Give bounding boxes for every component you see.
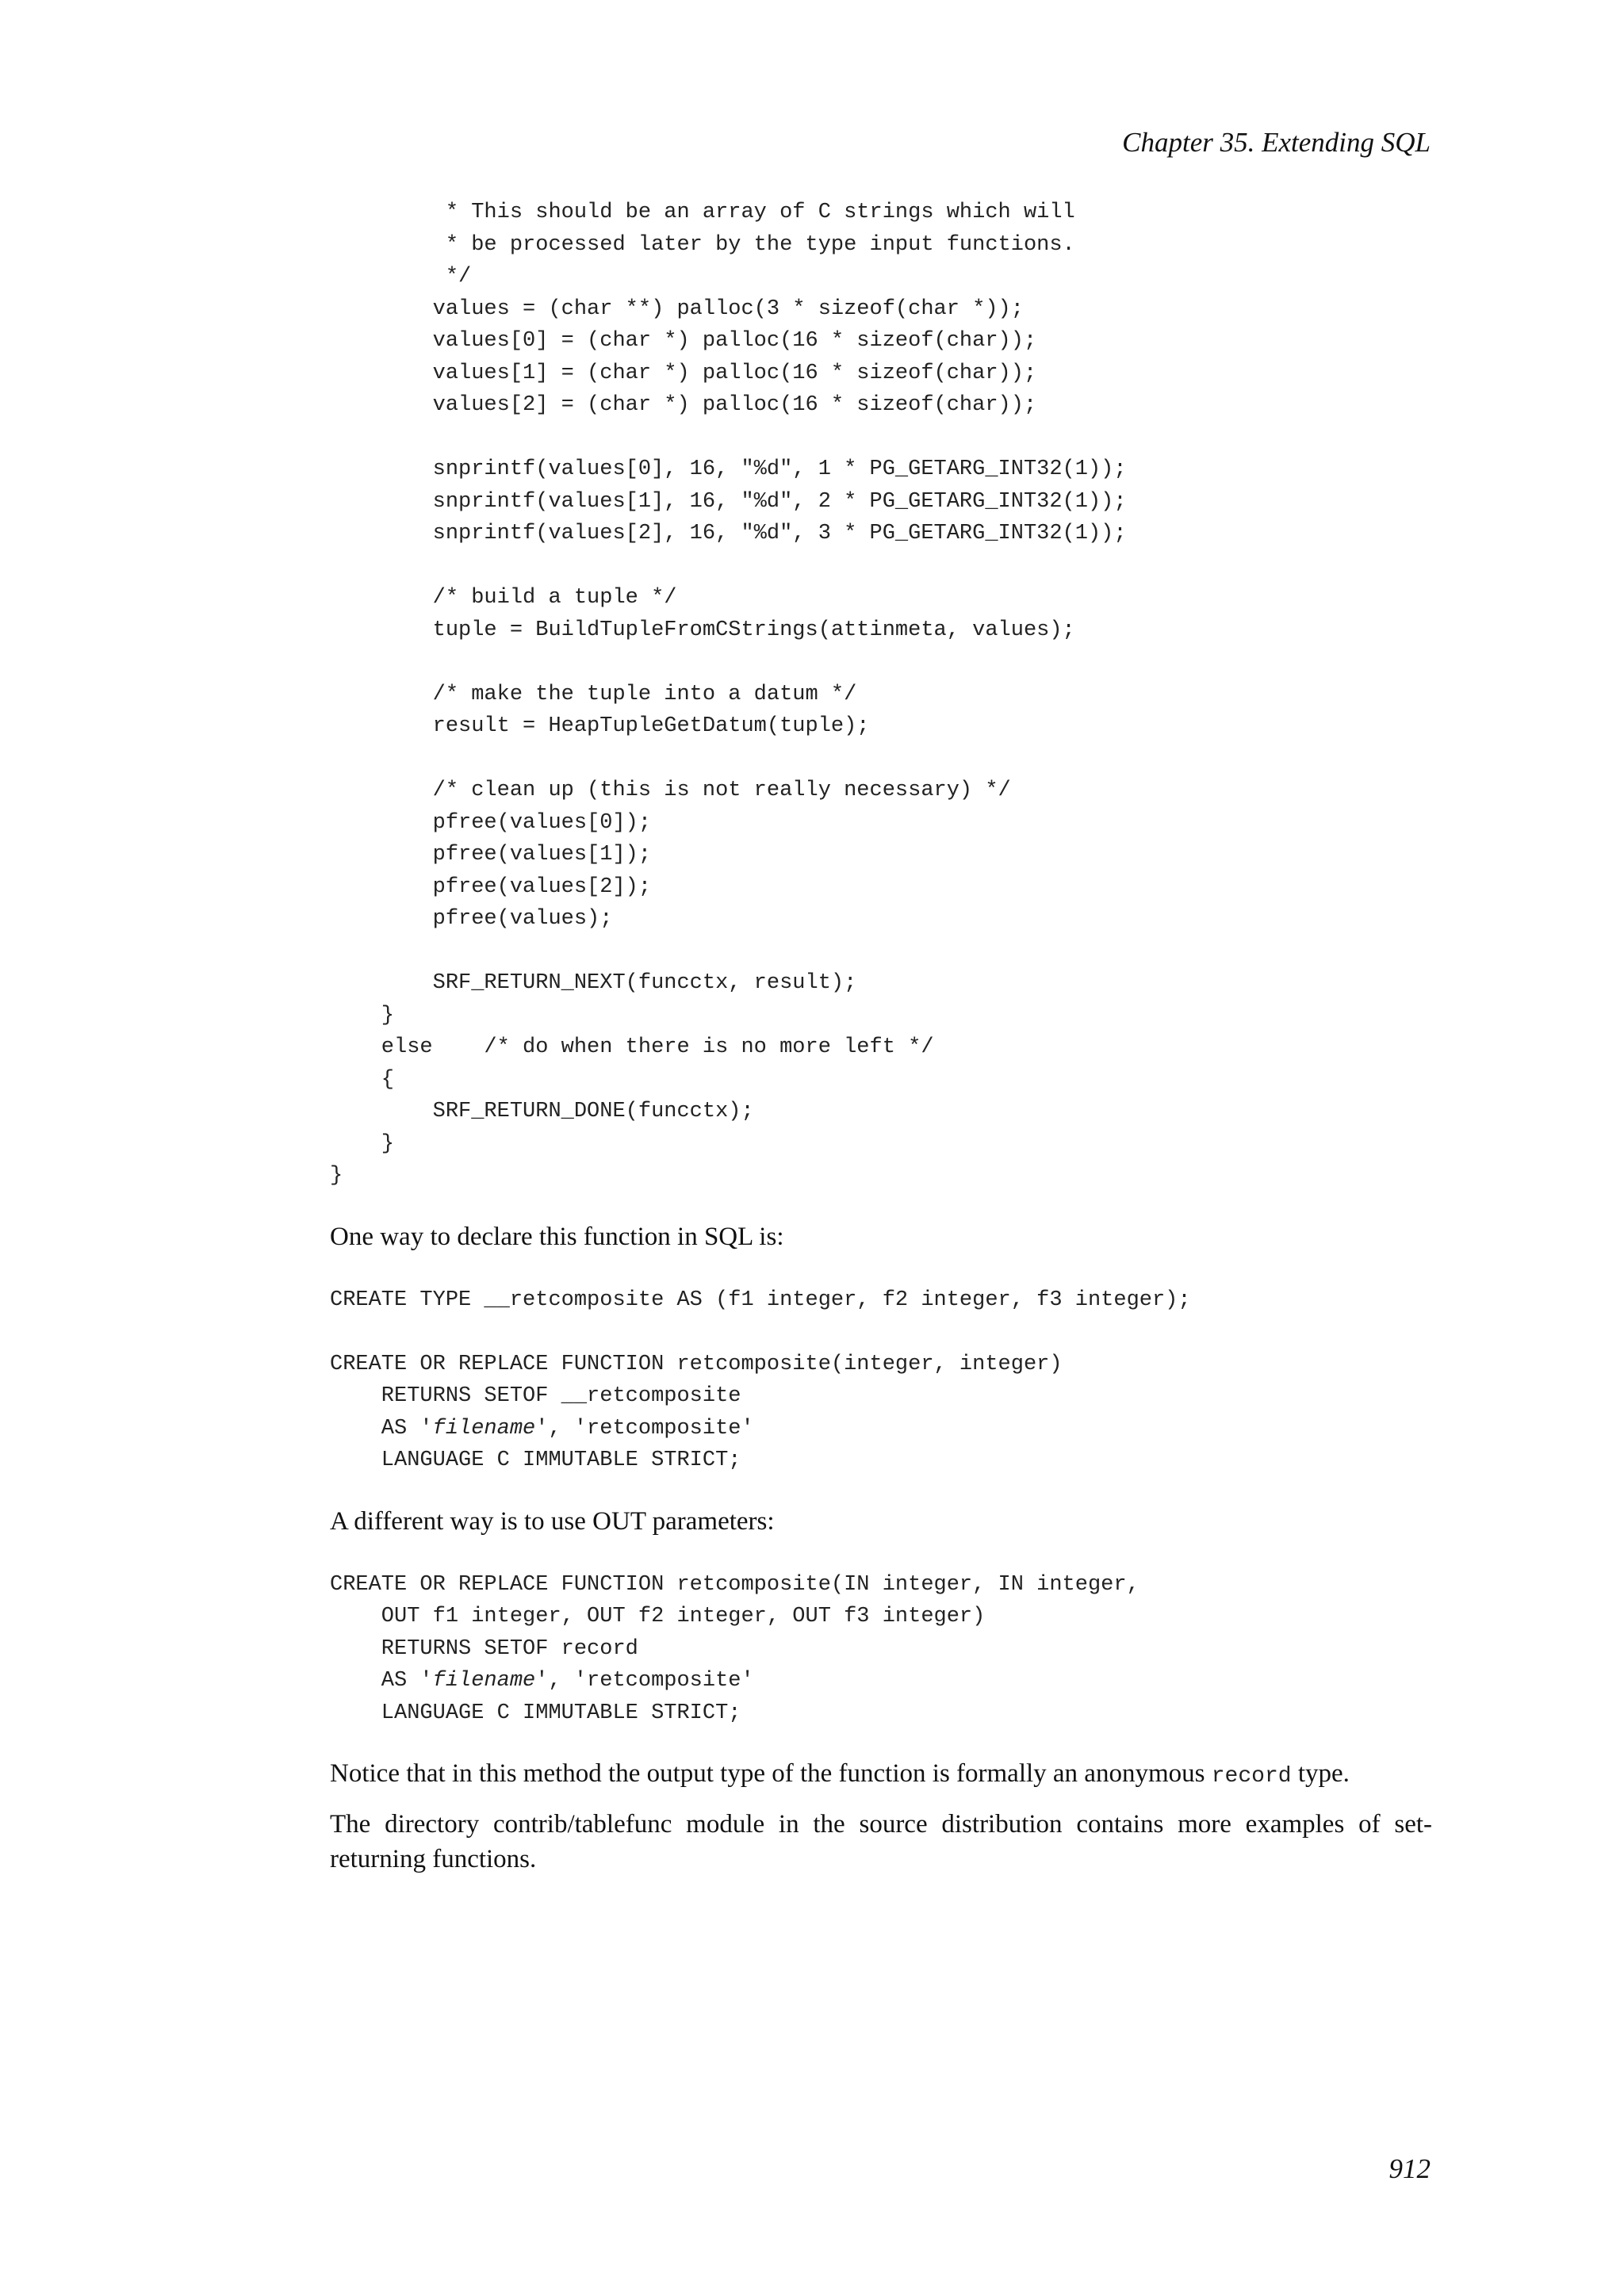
code-line: values[0] = (char *) palloc(16 * sizeof(char));	[330, 329, 1037, 353]
text: type.	[1291, 1759, 1350, 1788]
code-text: ', 'retcomposite'	[535, 1669, 754, 1693]
code-line: LANGUAGE C IMMUTABLE STRICT;	[330, 1448, 741, 1472]
code-line: }	[330, 1164, 343, 1188]
running-header: Chapter 35. Extending SQL	[1122, 127, 1431, 158]
code-line: CREATE TYPE __retcomposite AS (f1 integer, f2 integer, f3 integer);	[330, 1288, 1191, 1312]
code-line: {	[330, 1067, 395, 1092]
code-line: /* build a tuple */	[330, 586, 677, 610]
code-line: /* clean up (this is not really necessary) */	[330, 779, 1011, 802]
code-line: pfree(values[2]);	[330, 874, 652, 899]
inline-code-record: record	[1211, 1764, 1292, 1789]
code-line: LANGUAGE C IMMUTABLE STRICT;	[330, 1701, 741, 1725]
paragraph-record-type-note	[330, 1756, 1432, 1794]
code-text: AS '	[330, 1416, 433, 1441]
code-line: SRF_RETURN_DONE(funcctx);	[330, 1100, 754, 1123]
code-line: values = (char **) palloc(3 * sizeof(char *));	[330, 297, 1024, 321]
code-line: tuple = BuildTupleFromCStrings(attinmeta, values);	[330, 618, 1075, 642]
paragraph-tablefunc-note: The directory contrib/tablefunc module in the source distribution contains more examples of set-returning functions.	[330, 1810, 1432, 1873]
code-line: }	[330, 1003, 395, 1027]
code-block-sql-composite-type	[330, 1284, 1432, 1477]
code-line: * be processed later by the type input functions.	[330, 232, 1075, 257]
code-line: RETURNS SETOF record	[330, 1636, 638, 1661]
code-line: OUT f1 integer, OUT f2 integer, OUT f3 integer)	[330, 1605, 986, 1628]
code-line: CREATE OR REPLACE FUNCTION retcomposite(IN integer, IN integer,	[330, 1572, 1139, 1597]
code-line: snprintf(values[0], 16, "%d", 1 * PG_GETARG_INT32(1));	[330, 457, 1127, 481]
code-line: */	[330, 265, 472, 289]
code-line: snprintf(values[2], 16, "%d", 3 * PG_GETARG_INT32(1));	[330, 522, 1127, 545]
paragraph-out-params-intro: A different way is to use OUT parameters:	[330, 1506, 775, 1536]
code-line: pfree(values[0]);	[330, 810, 652, 835]
code-line: RETURNS SETOF __retcomposite	[330, 1384, 741, 1408]
code-line: /* make the tuple into a datum */	[330, 682, 857, 706]
code-text: AS '	[330, 1669, 433, 1693]
code-line: values[2] = (char *) palloc(16 * sizeof(char));	[330, 393, 1037, 417]
page-number: 912	[1388, 2153, 1431, 2184]
code-block-c-function	[330, 197, 1432, 1192]
paragraph-declare-intro: One way to declare this function in SQL is:	[330, 1222, 784, 1251]
code-line: pfree(values[1]);	[330, 843, 652, 867]
code-line	[330, 1669, 754, 1693]
filename-placeholder: filename	[432, 1669, 536, 1693]
text: Notice that in this method the output type of the function is formally an anonymous	[330, 1759, 1212, 1788]
code-line: values[1] = (char *) palloc(16 * sizeof(char));	[330, 361, 1037, 385]
code-text: ', 'retcomposite'	[535, 1416, 754, 1441]
code-line: }	[330, 1131, 395, 1156]
code-line: pfree(values);	[330, 907, 613, 931]
page-content	[330, 197, 1432, 1877]
code-line: result = HeapTupleGetDatum(tuple);	[330, 714, 870, 738]
code-line	[330, 1417, 754, 1441]
filename-placeholder: filename	[432, 1416, 536, 1441]
code-line: snprintf(values[1], 16, "%d", 2 * PG_GETARG_INT32(1));	[330, 489, 1127, 514]
code-block-sql-out-params	[330, 1569, 1432, 1730]
code-line: CREATE OR REPLACE FUNCTION retcomposite(integer, integer)	[330, 1352, 1063, 1376]
code-line: * This should be an array of C strings which will	[330, 201, 1075, 224]
code-line: else /* do when there is no more left */	[330, 1035, 934, 1059]
code-line: SRF_RETURN_NEXT(funcctx, result);	[330, 971, 857, 995]
